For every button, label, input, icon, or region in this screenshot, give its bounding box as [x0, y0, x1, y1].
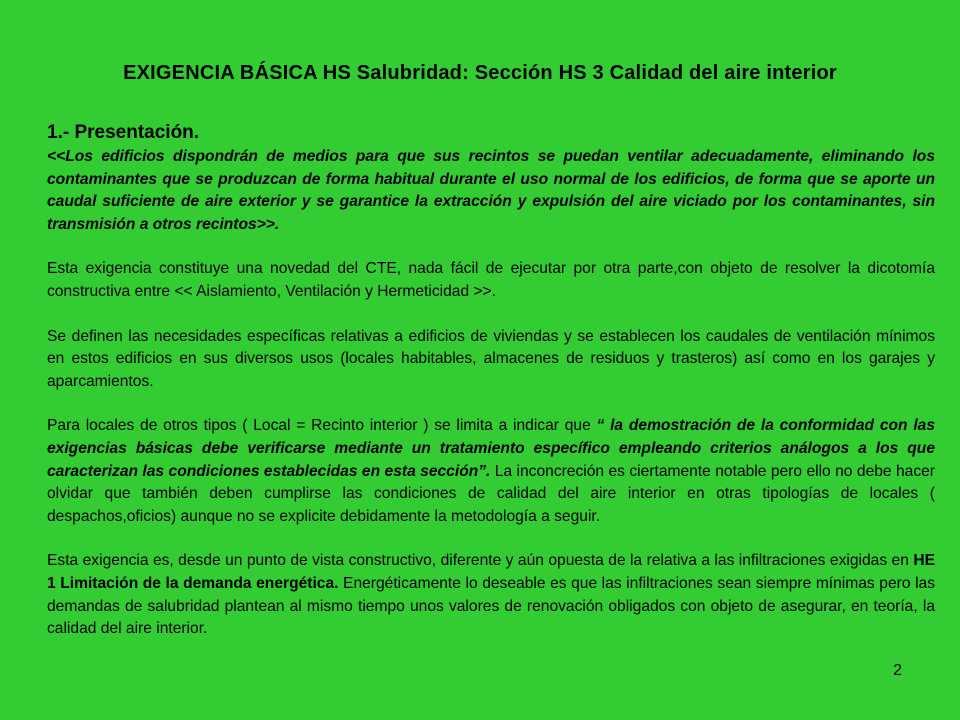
- paragraph-4: [47, 415, 935, 528]
- paragraph-5: [47, 550, 935, 640]
- paragraph-4-rest: La inconcreción es ciertamente notable pero ello no debe hacer olvidar que también deben cumplirse las condiciones de calidad del aire interior en otras tipologías de locales ( despachos,oficios) aunque no se explicite debidamente la metodología a seguir.: [47, 462, 935, 525]
- paragraph-4-intro: Para locales de otros tipos ( Local = Recinto interior ) se limita a indicar que: [47, 417, 597, 435]
- paragraph-2: Esta exigencia constituye una novedad del CTE, nada fácil de ejecutar por otra parte,con objeto de resolver la dicotomía constructiva entre << Aislamiento, Ventilación y Hermeticidad >>.: [47, 260, 935, 300]
- paragraph-5-rest: Energéticamente lo deseable es que las infiltraciones sean siempre mínimas pero las demandas de salubridad plantean al mismo tiempo unos valores de renovación obligados con objeto de asegurar, en teoría, la calidad del aire interior.: [47, 574, 936, 638]
- paragraph-5-reference: HE 1 Limitación de la demanda energética.: [47, 552, 935, 592]
- page-number: 2: [893, 662, 902, 679]
- section-heading: 1.- Presentación.: [47, 122, 200, 143]
- slide-title: EXIGENCIA BÁSICA HS Salubridad: Sección HS 3 Calidad del aire interior: [123, 62, 837, 84]
- paragraph-3: Se definen las necesidades específicas relativas a edificios de viviendas y se establecen los caudales de ventilación mínimos en estos edificios en sus diversos usos (locales habitables, almacenes de residuos y trasteros) así como en los garajes y aparcamientos.: [47, 327, 935, 390]
- slide-body: [47, 120, 935, 663]
- paragraph-4-quote: “ la demostración de la conformidad con las exigencias básicas debe verificarse mediante un tratamiento específico empleando criterios análogos a los que caracterizan las condiciones establecidas en esta sección”.: [47, 417, 935, 480]
- paragraph-5-intro: Esta exigencia es, desde un punto de vista constructivo, diferente y aún opuesta de la relativa a las infiltraciones exigidas en: [47, 552, 914, 570]
- quote-paragraph: <<Los edificios dispondrán de medios para que sus recintos se puedan ventilar adecuadamente, eliminando los contaminantes que se produzcan de forma habitual durante el uso normal de los edificios, de forma que se aporte un caudal suficiente de aire exterior y se garantice la extracción y expulsión del aire viciado por los contaminantes, sin transmisión a otros recintos>>.: [47, 148, 935, 233]
